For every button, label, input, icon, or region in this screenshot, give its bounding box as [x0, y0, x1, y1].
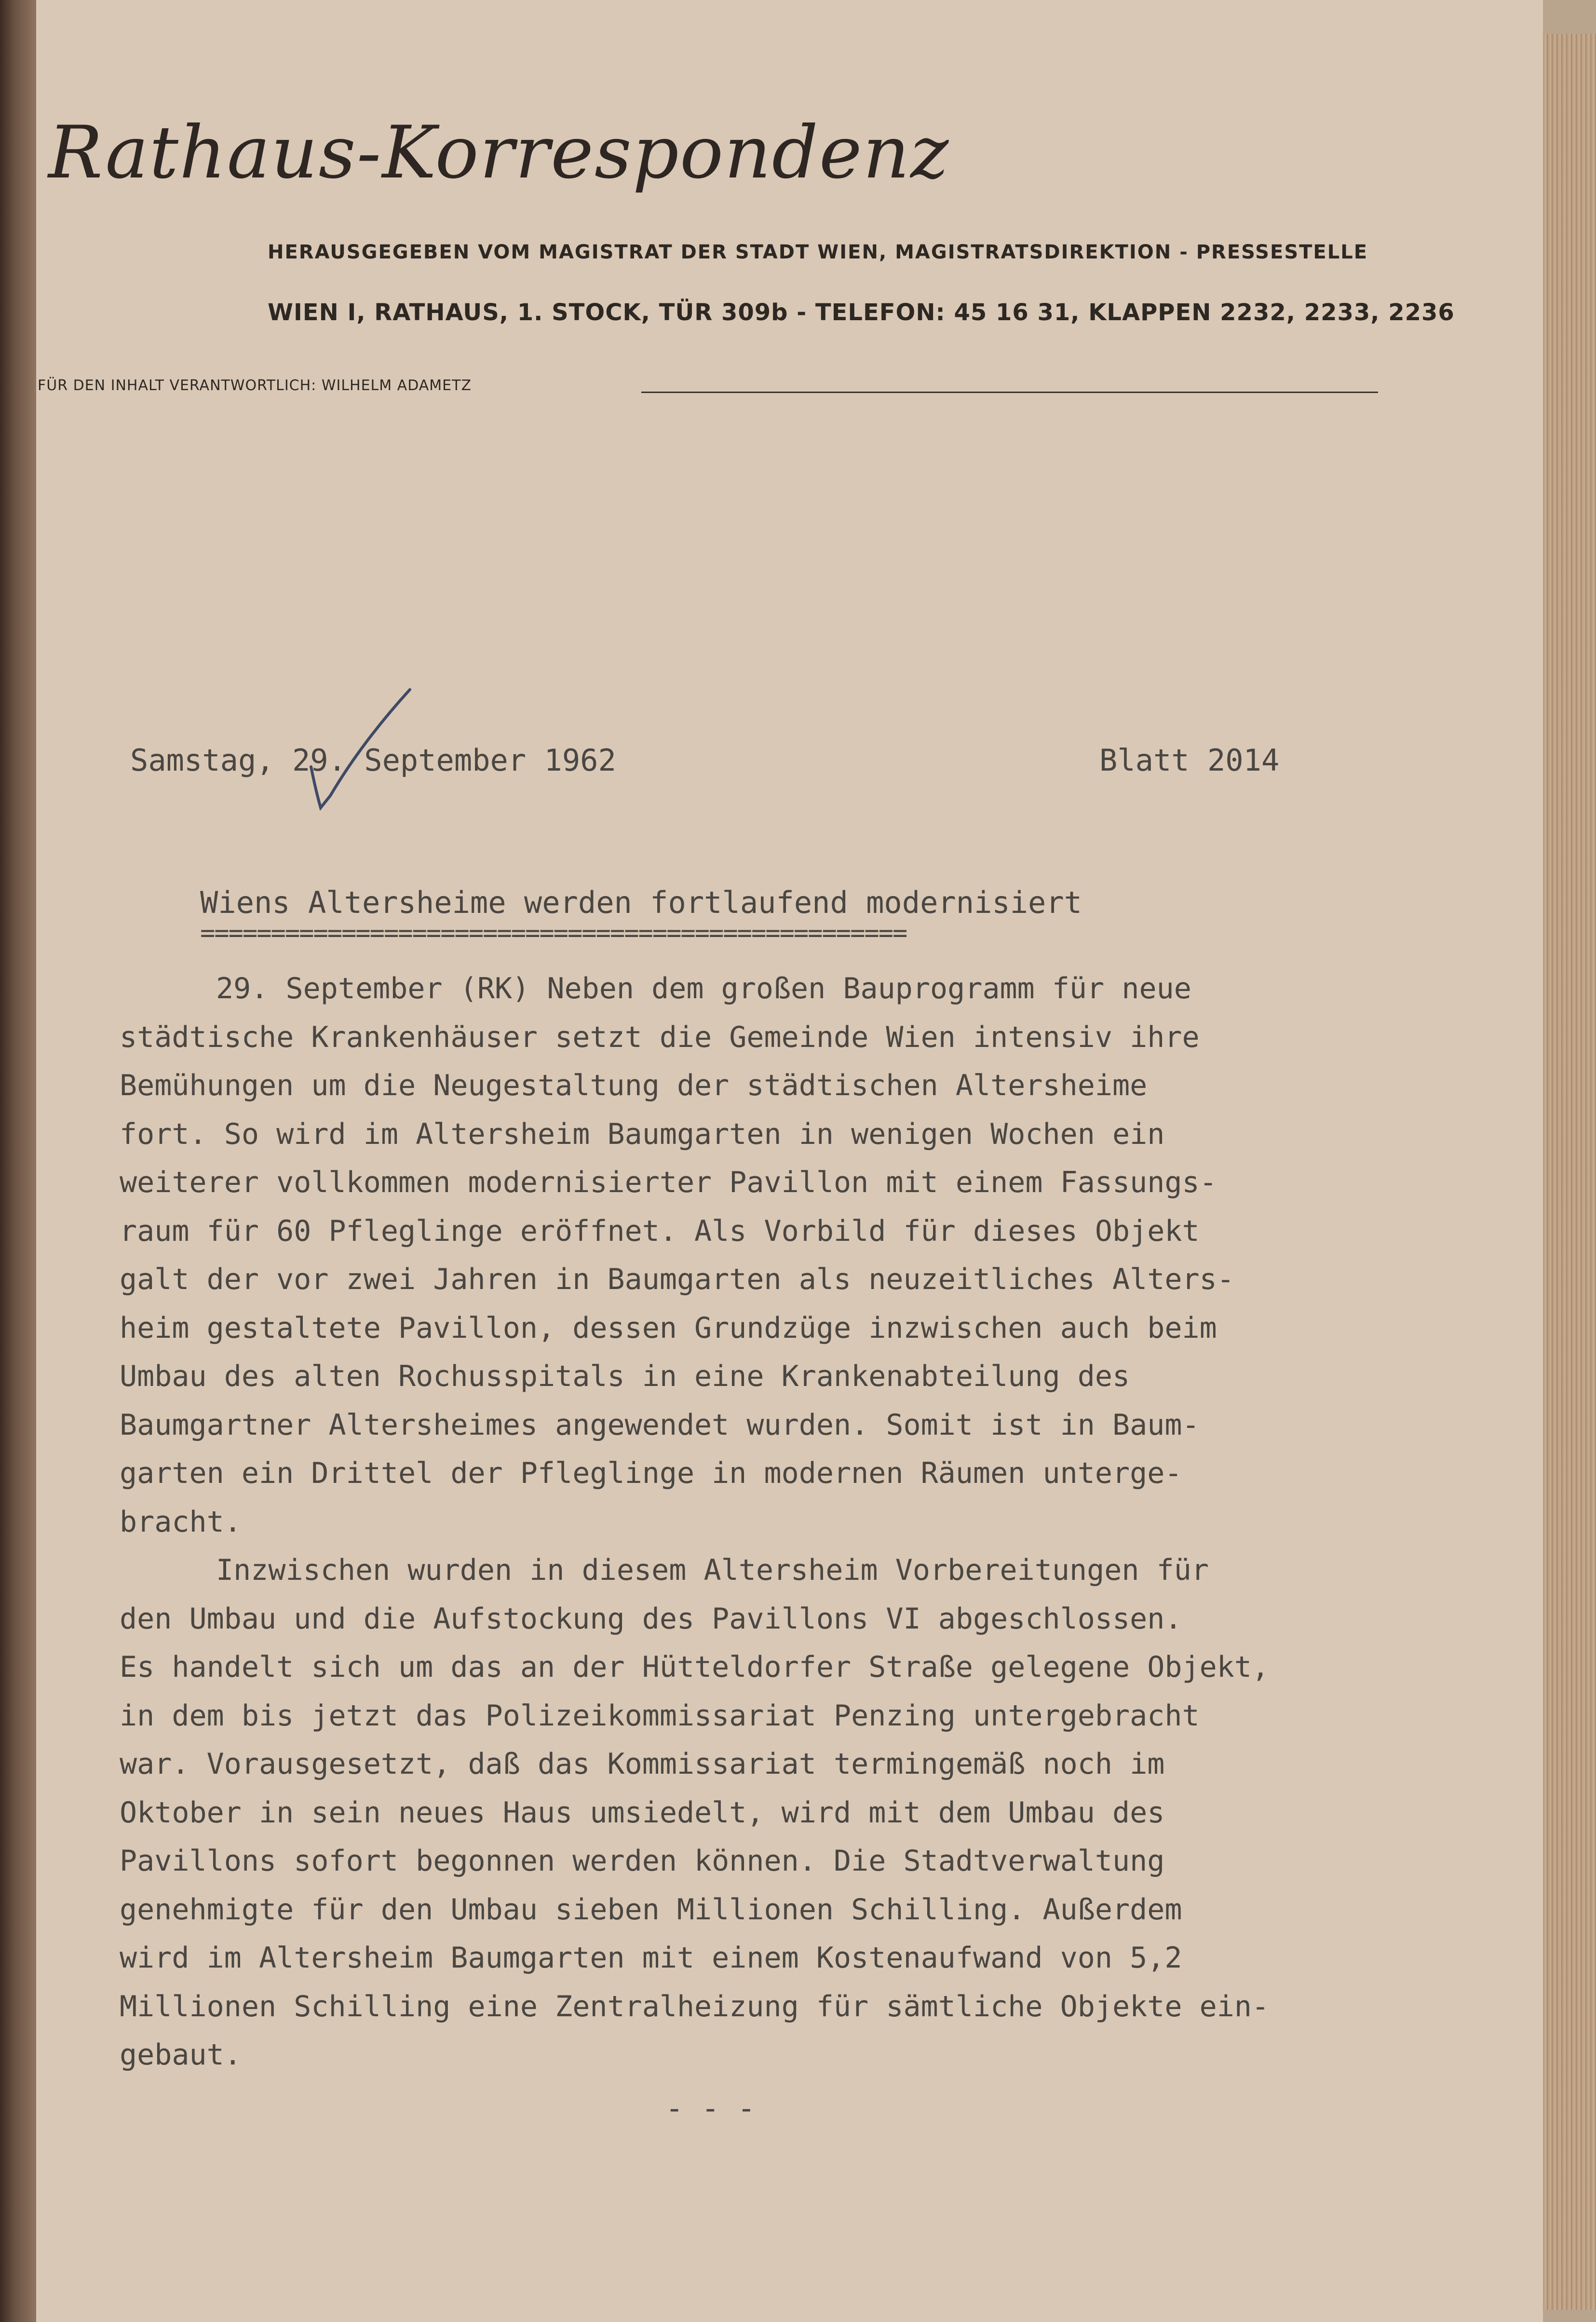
- pencil-check-mark-icon: [304, 685, 424, 820]
- address-line: WIEN I, RATHAUS, 1. STOCK, TÜR 309b - TELEFON: 45 16 31, KLAPPEN 2232, 2233, 2236: [268, 299, 1455, 326]
- body-line: Bemühungen um die Neugestaltung der städtischen Altersheime: [120, 1069, 1148, 1102]
- heading-underline: ==================================================: [200, 919, 907, 948]
- body-line: Millionen Schilling eine Zentralheizung für sämtliche Objekte ein-: [120, 1989, 1270, 2023]
- article-heading: Wiens Altersheime werden fortlaufend modernisiert: [200, 885, 1082, 920]
- body-line: den Umbau und die Aufstockung des Pavillons VI abgeschlossen.: [120, 1602, 1182, 1636]
- body-line: Umbau des alten Rochusspitals in eine Krankenabteilung des: [120, 1359, 1130, 1393]
- body-line: genehmigte für den Umbau sieben Millionen Schilling. Außerdem: [120, 1892, 1182, 1927]
- body-line: galt der vor zwei Jahren in Baumgarten als neuzeitliches Alters-: [120, 1263, 1234, 1296]
- body-line: war. Vorausgesetzt, daß das Kommissariat termingemäß noch im: [120, 1747, 1165, 1781]
- body-line: in dem bis jetzt das Polizeikommissariat Penzing untergebracht: [120, 1698, 1200, 1733]
- end-mark: - - -: [665, 2091, 756, 2126]
- article-body: [120, 964, 1269, 2079]
- binding-gutter: [0, 0, 36, 2322]
- body-line: weiterer vollkommen modernisierter Pavillon mit einem Fassungs-: [120, 1166, 1217, 1199]
- body-line: wird im Altersheim Baumgarten mit einem Kostenaufwand von 5,2: [120, 1941, 1182, 1975]
- body-line: fort. So wird im Altersheim Baumgarten in wenigen Wochen ein: [120, 1117, 1165, 1151]
- body-line: gebaut.: [120, 2038, 242, 2072]
- body-line: bracht.: [120, 1505, 242, 1539]
- body-line: 29. September (RK) Neben dem großen Bauprogramm für neue: [216, 972, 1191, 1005]
- sheet-number: Blatt 2014: [1099, 743, 1280, 778]
- body-line: Pavillons sofort begonnen werden können. Die Stadtverwaltung: [120, 1844, 1165, 1878]
- body-line: städtische Krankenhäuser setzt die Gemeinde Wien intensiv ihre: [120, 1020, 1200, 1054]
- date-line: Samstag, 29. September 1962: [130, 743, 616, 778]
- body-line: Oktober in sein neues Haus umsiedelt, wird mit dem Umbau des: [120, 1795, 1165, 1830]
- body-line: raum für 60 Pfleglinge eröffnet. Als Vorbild für dieses Objekt: [120, 1214, 1200, 1248]
- body-line: garten ein Drittel der Pfleglinge in modernen Räumen unterge-: [120, 1456, 1182, 1490]
- responsible-editor: FÜR DEN INHALT VERANTWORTLICH: WILHELM ADAMETZ: [38, 377, 472, 394]
- masthead-rule: [641, 392, 1378, 393]
- body-line: heim gestaltete Pavillon, dessen Grundzüge inzwischen auch beim: [120, 1311, 1217, 1345]
- body-line: Es handelt sich um das an der Hütteldorfer Straße gelegene Objekt,: [120, 1650, 1270, 1684]
- body-line: Baumgartner Altersheimes angewendet wurden. Somit ist in Baum-: [120, 1408, 1200, 1442]
- masthead-title: Rathaus-Korrespondenz: [48, 111, 950, 195]
- body-line: Inzwischen wurden in diesem Altersheim Vorbereitungen für: [216, 1553, 1209, 1587]
- publisher-line: HERAUSGEGEBEN VOM MAGISTRAT DER STADT WIEN, MAGISTRATSDIREKTION - PRESSESTELLE: [268, 241, 1368, 263]
- page-stack-edge: [1543, 34, 1596, 2310]
